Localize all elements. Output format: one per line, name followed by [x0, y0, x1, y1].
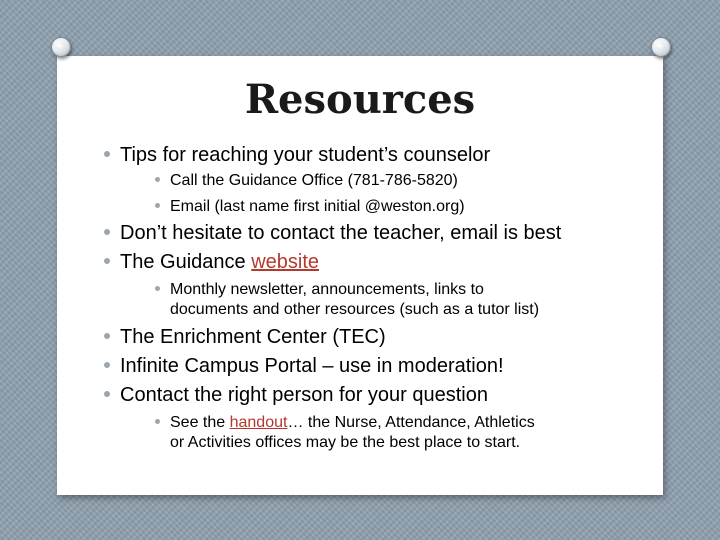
bullet-text: Call the Guidance Office (781-786-5820): [170, 172, 458, 189]
bullet-text: [170, 413, 535, 453]
bullet-icon: [155, 419, 160, 424]
bullet-line-2: documents and other resources (such as a tutor list): [170, 301, 540, 318]
bullet-suffix: … the Nurse, Attendance, Athletics: [287, 414, 535, 431]
bullet-icon: [155, 177, 160, 182]
slide-title: Resources: [244, 76, 476, 123]
bullet-text: Tips for reaching your student’s counselor: [120, 144, 491, 166]
bullet-icon: [155, 286, 160, 291]
bullet-prefix: The Guidance: [120, 251, 252, 273]
bullet-text: [120, 251, 319, 274]
bullet-text: Email (last name first initial @weston.org): [170, 198, 465, 215]
website-link[interactable]: website: [251, 251, 320, 273]
bullet-text: Contact the right person for your question: [120, 384, 488, 406]
bullet-icon: [104, 362, 110, 368]
bullet-icon: [104, 333, 110, 339]
bullet-text: Infinite Campus Portal – use in moderation!: [120, 355, 504, 377]
pin-top-left-icon: [51, 37, 71, 57]
handout-link[interactable]: handout: [229, 414, 288, 431]
bullet-line-1: Monthly newsletter, announcements, links to: [170, 281, 484, 298]
bullet-text: The Enrichment Center (TEC): [120, 326, 386, 348]
bullet-icon: [104, 258, 110, 264]
bullet-text: [170, 280, 539, 320]
bullet-prefix: See the: [170, 414, 230, 431]
bullet-icon: [104, 391, 110, 397]
bullet-text: Don’t hesitate to contact the teacher, email is best: [120, 222, 562, 244]
bullet-icon: [104, 229, 110, 235]
bullet-icon: [155, 203, 160, 208]
bullet-line-2: or Activities offices may be the best place to start.: [170, 434, 521, 451]
bullet-icon: [104, 151, 110, 157]
pin-top-right-icon: [651, 37, 671, 57]
